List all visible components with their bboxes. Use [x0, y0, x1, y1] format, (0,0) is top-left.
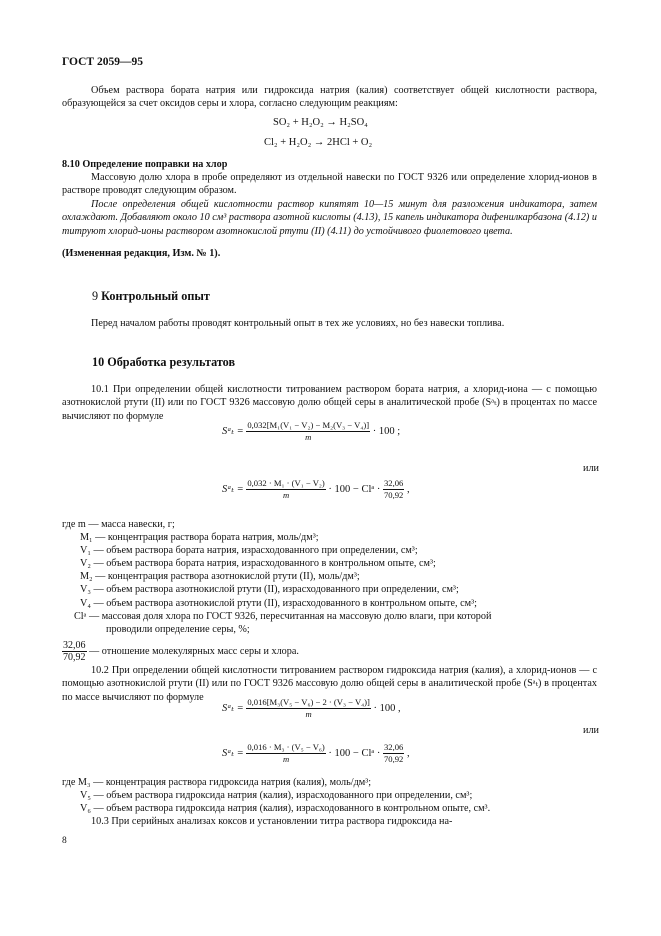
legend-2-item: V₅ — объем раствора гидроксида натрия (калия), израсходованного при определении, см³; [80, 790, 473, 802]
formula-4-numerator: 0,016 · M₃ · (V₅ − V₆) [247, 742, 325, 752]
section-9-title: Контрольный опыт [101, 289, 210, 303]
formula-4-denominator: m [282, 754, 290, 764]
legend-1-item: V₃ — объем раствора азотнокислой ртути (II), израсходованного при определении, см³; [80, 584, 459, 596]
formula-3-tail: · 100 , [373, 702, 401, 714]
legend-1-item: V₄ — объем раствора азотнокислой ртути (II), израсходованного в контрольном опыте, см³; [80, 597, 477, 609]
ratio-numerator: 32,06 [384, 742, 404, 752]
formula-3-numerator: 0,016[M₃(V₅ − V₆) − 2 · (V₃ − V₄)] [247, 697, 370, 707]
ratio-explanation-text: — отношение молекулярных масс серы и хлора. [89, 645, 299, 657]
intro-paragraph: Объем раствора бората натрия или гидроксида натрия (калия) соответствует общей кислотности раствора, образующейся за счет оксидов серы и хлора, согласно следующим реакциям: [62, 85, 597, 110]
ratio-numerator: 32,06 [384, 478, 404, 488]
formula-1-tail: · 100 ; [372, 425, 401, 437]
ratio-denominator: 70,92 [384, 754, 404, 764]
section-10-heading [92, 355, 235, 370]
formula-3-fraction [246, 697, 371, 720]
formula-4-tail: · 100 − Clᵃ · [328, 747, 381, 759]
section-10-3-p: 10.3 При серийных анализах коксов и установлении титра раствора гидроксида на- [91, 816, 453, 827]
section-10-number: 10 [92, 355, 105, 369]
section-8-10-p2: После определения общей кислотности раствор кипятят 10—15 минут для разложения индикатора, затем охлаждают. Добавляют около 10 см³ раствора азотной кислоты (4.13), 15 капель индикатора дифенилкарбазона (4.12) и титруют хлорид-ионы раствором азотнокислой ртути (II) (4.11) до устойчивого фиолетового цвета. [62, 199, 597, 237]
reaction-1: SO₂ + H₂O₂ → H₂SO₄ [273, 117, 368, 128]
formula-1-numerator: 0,032[M₁(V₁ − V₂) − M₂(V₃ − V₄)] [247, 420, 370, 430]
legend-1-item: V₁ — объем раствора бората натрия, израсходованного при определении, см³; [80, 545, 418, 557]
section-9-p1: Перед началом работы проводят контрольный опыт в тех же условиях, но без навески топлива. [91, 318, 505, 329]
formula-4-fraction [246, 742, 325, 765]
legend-2-item: V₆ — объем раствора гидроксида натрия (калия), израсходованного в контрольном опыте, см³. [80, 803, 491, 815]
section-10-2-p: 10.2 При определении общей кислотности титрованием раствором гидроксида натрия (калия), а хлорид-ионов — с помощью азотнокислой ртути (II) или по ГОСТ 9326 массовую долю общей серы в аналитической пробе (Sᵃₜ) в процентах по массе вычисляют по формуле [62, 665, 597, 703]
legend-2 [62, 776, 602, 815]
formula-4-lhs: Sᵃₜ = [222, 747, 244, 759]
formula-3-lhs: Sᵃₜ = [222, 702, 244, 714]
legend-1-item: проводили определение серы, %; [106, 623, 250, 635]
formula-2-denominator: m [282, 490, 290, 500]
legend-1-item: M₂ — концентрация раствора азотнокислой ртути (II), моль/дм³; [80, 571, 360, 583]
section-8-10-title: 8.10 Определение поправки на хлор [62, 159, 228, 170]
amendment-note: (Измененная редакция, Изм. № 1). [62, 248, 221, 259]
formula-2 [222, 478, 410, 501]
page-number: 8 [62, 836, 67, 846]
section-9-number: 9 [92, 289, 99, 303]
legend-1-item: M₁ — концентрация раствора бората натрия, моль/дм³; [80, 532, 319, 544]
formula-2-ratio [383, 478, 404, 501]
formula-1-fraction [246, 420, 370, 443]
legend-2-item: где M₃ — концентрация раствора гидроксида натрия (калия), моль/дм³; [62, 777, 372, 788]
section-9-heading [92, 289, 210, 304]
or-label-2: или [583, 725, 599, 736]
formula-4-ratio [383, 742, 404, 765]
doc-header: ГОСТ 2059—95 [62, 56, 143, 68]
section-10-1-p: 10.1 При определении общей кислотности титрованием раствором бората натрия, а хлорид-иона — с помощью азотнокислой ртути (II) или по ГОСТ 9326 массовую долю общей серы в аналитической пробе (Sᵃₜ) в процентах по массе вычисляют по формуле [62, 384, 597, 422]
formula-4 [222, 742, 410, 765]
formula-2-tail: · 100 − Clᵃ · [328, 483, 381, 495]
formula-3 [222, 697, 401, 720]
formula-2-numerator: 0,032 · M₁ · (V₁ − V₂) [247, 478, 325, 488]
formula-1-denominator: m [305, 432, 312, 442]
legend-1 [62, 518, 602, 636]
reaction-2: Cl₂ + H₂O₂ → 2HCl + O₂ [264, 137, 373, 148]
formula-3-denominator: m [305, 709, 312, 719]
formula-2-end: , [406, 483, 410, 495]
legend-1-item: где m — масса навески, г; [62, 519, 175, 530]
ratio-fraction [62, 640, 87, 663]
formula-1-lhs: Sᵃₜ = [222, 425, 244, 437]
ratio-denominator: 70,92 [384, 490, 404, 500]
or-label-1: или [583, 463, 599, 474]
ratio-explanation [62, 640, 299, 663]
formula-2-lhs: Sᵃₜ = [222, 483, 244, 495]
section-8-10-p1: Массовую долю хлора в пробе определяют из отдельной навески по ГОСТ 9326 или определение хлорид-ионов в растворе проводят следующим образом. [62, 172, 597, 197]
ratio-expl-denominator: 70,92 [63, 652, 86, 663]
legend-1-item: Clᵃ — массовая доля хлора по ГОСТ 9326, пересчитанная на массовую долю влаги, при которой [74, 610, 492, 622]
legend-1-item: V₂ — объем раствора бората натрия, израсходованного в контрольном опыте, см³; [80, 558, 436, 570]
section-10-title: Обработка результатов [107, 355, 236, 369]
formula-2-fraction [246, 478, 325, 501]
ratio-expl-numerator: 32,06 [63, 640, 86, 651]
formula-1 [222, 420, 400, 443]
formula-4-end: , [406, 747, 410, 759]
